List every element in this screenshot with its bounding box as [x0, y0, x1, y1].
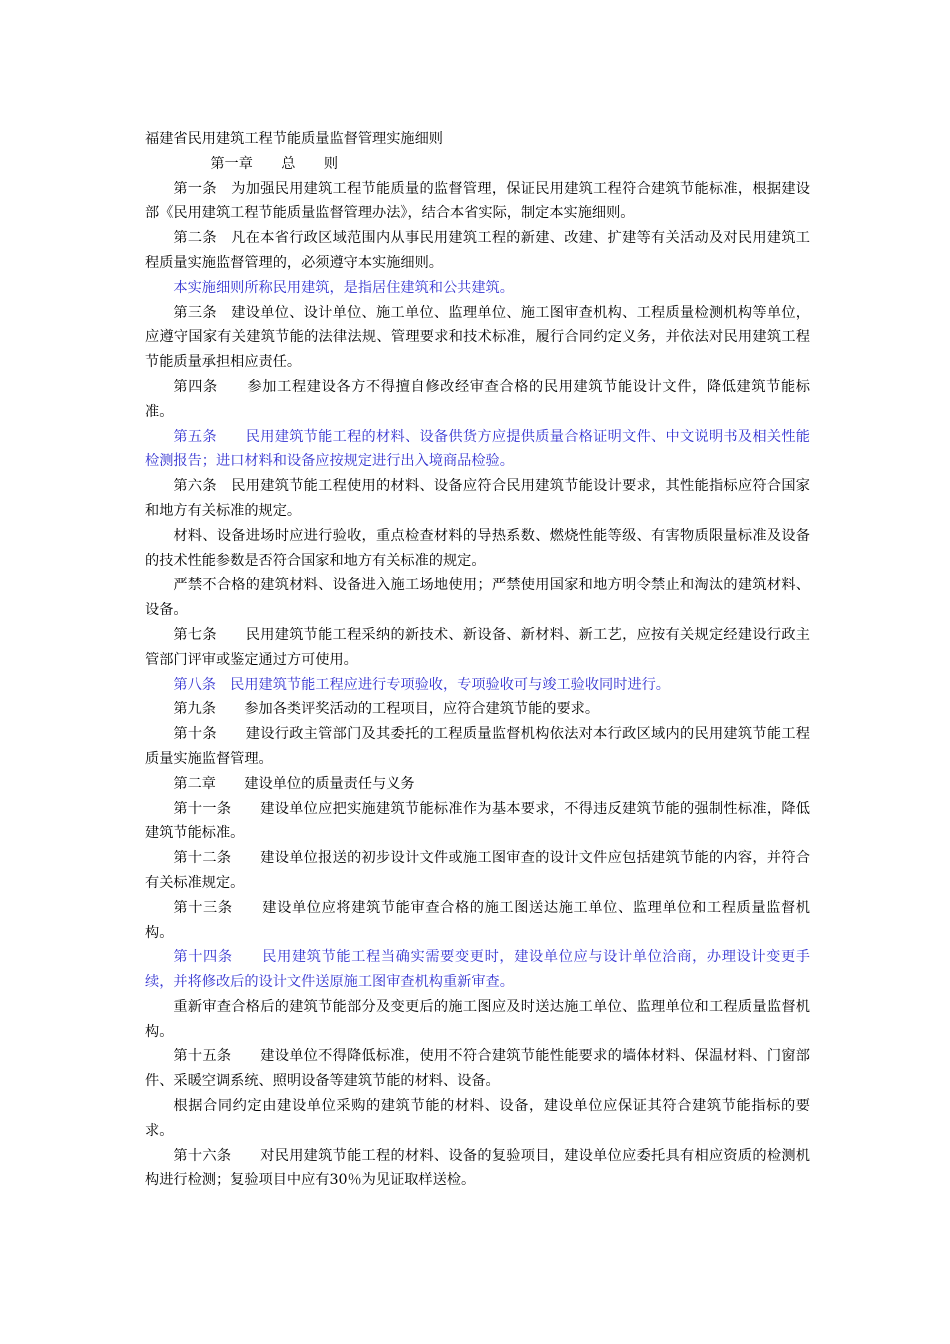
article-paragraph: 第十二条 建设单位报送的初步设计文件或施工图审查的设计文件应包括建筑节能的内容，并符合有关标准规定。: [145, 850, 810, 891]
article-paragraph: 第七条 民用建筑节能工程采纳的新技术、新设备、新材料、新工艺，应按有关规定经建设行政主管部门评审或鉴定通过方可使用。: [145, 626, 810, 668]
article-paragraph: 第十一条 建设单位应把实施建筑节能标准作为基本要求，不得违反建筑节能的强制性标准，降低建筑节能标准。: [145, 800, 810, 842]
document-body: [145, 127, 810, 1193]
article-paragraph: 严禁不合格的建筑材料、设备进入施工场地使用；严禁使用国家和地方明令禁止和淘汰的建筑材料、设备。: [145, 577, 810, 619]
document-title: 福建省民用建筑工程节能质量监督管理实施细则: [145, 131, 443, 147]
article-paragraph: 第三条 建设单位、设计单位、施工单位、监理单位、施工图审查机构、工程质量检测机构等单位，应遵守国家有关建筑节能的法律法规、管理要求和技术标准，履行合同约定义务，并依法对民用建筑工程节能质量承担相应责任。: [145, 304, 810, 371]
article-paragraph: 第十四条 民用建筑节能工程当确实需要变更时，建设单位应与设计单位洽商，办理设计变更手续，并将修改后的设计文件送原施工图审查机构重新审查。: [145, 949, 810, 991]
article-paragraph: 第六条 民用建筑节能工程使用的材料、设备应符合民用建筑节能设计要求，其性能指标应符合国家和地方有关标准的规定。: [145, 478, 810, 519]
article-paragraph: 本实施细则所称民用建筑，是指居住建筑和公共建筑。: [173, 279, 514, 296]
article-paragraph: 第九条 参加各类评奖活动的工程项目，应符合建筑节能的要求。: [173, 701, 600, 718]
article-paragraph: 第二条 凡在本省行政区域范围内从事民用建筑工程的新建、改建、扩建等有关活动及对民用建筑工程质量实施监督管理的，必须遵守本实施细则。: [145, 230, 810, 271]
article-paragraph: 第十五条 建设单位不得降低标准，使用不符合建筑节能性能要求的墙体材料、保温材料、门窗部件、采暖空调系统、照明设备等建筑节能的材料、设备。: [145, 1048, 810, 1090]
article-list: [145, 177, 810, 1194]
article-paragraph: 第十六条 对民用建筑节能工程的材料、设备的复验项目，建设单位应委托具有相应资质的检测机构进行检测；复验项目中应有30％为见证取样送检。: [145, 1147, 810, 1189]
article-paragraph: 第十条 建设行政主管部门及其委托的工程质量监督机构依法对本行政区域内的民用建筑节能工程质量实施监督管理。: [145, 726, 810, 767]
article-paragraph: 第四条 参加工程建设各方不得擅自修改经审查合格的民用建筑节能设计文件，降低建筑节能标准。: [145, 378, 810, 420]
article-paragraph: 第十三条 建设单位应将建筑节能审查合格的施工图送达施工单位、监理单位和工程质量监督机构。: [145, 899, 810, 941]
article-paragraph: 第五条 民用建筑节能工程的材料、设备供货方应提供质量合格证明文件、中文说明书及相关性能检测报告；进口材料和设备应按规定进行出入境商品检验。: [145, 428, 810, 470]
article-paragraph: 第八条 民用建筑节能工程应进行专项验收，专项验收可与竣工验收同时进行。: [173, 676, 670, 693]
article-paragraph: 第一条 为加强民用建筑工程节能质量的监督管理，保证民用建筑工程符合建筑节能标准，根据建设部《民用建筑工程节能质量监督管理办法》，结合本省实际，制定本实施细则。: [145, 180, 810, 222]
chapter-heading: 第一章 总 则: [210, 155, 339, 172]
article-paragraph: 根据合同约定由建设单位采购的建筑节能的材料、设备，建设单位应保证其符合建筑节能指标的要求。: [145, 1098, 810, 1139]
article-paragraph: 材料、设备进场时应进行验收，重点检查材料的导热系数、燃烧性能等级、有害物质限量标准及设备的技术性能参数是否符合国家和地方有关标准的规定。: [145, 527, 810, 569]
article-paragraph: 第二章 建设单位的质量责任与义务: [173, 775, 415, 792]
article-paragraph: 重新审查合格后的建筑节能部分及变更后的施工图应及时送达施工单位、监理单位和工程质量监督机构。: [145, 998, 810, 1040]
